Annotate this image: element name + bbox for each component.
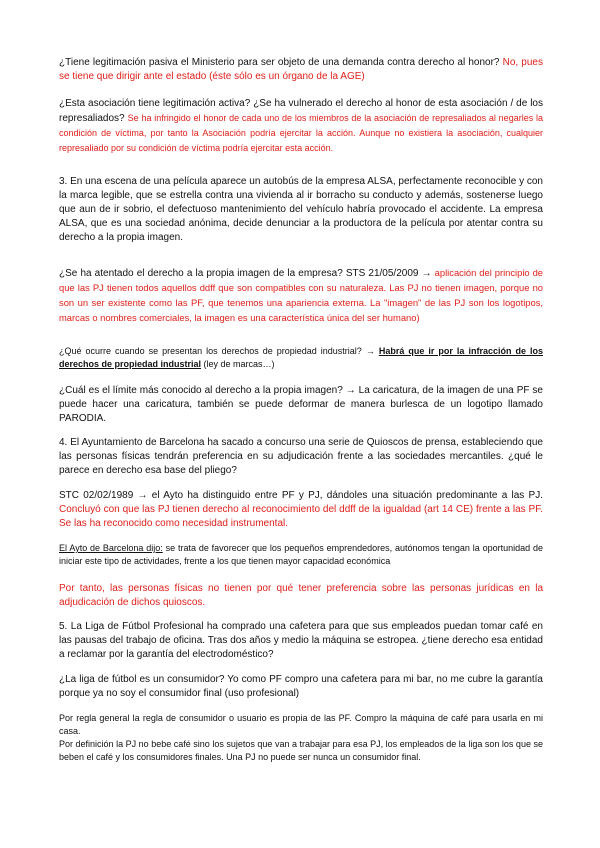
paragraph-liga-consumidor <box>59 673 543 701</box>
paragraph-caricatura <box>59 384 543 426</box>
answer-text: Concluyó con que las PJ tienen derecho al reconocimiento del ddff de la igualdad (art 14 CE) frente a las PF. Se las ha reconocido como necesidad instrumental. <box>59 504 543 529</box>
answer-text: se trata de favorecer que los pequeños emprendedores, autónomos tengan la oportunidad de iniciar este tipo de actividades, frente a los que tienen mayor capacidad económica <box>59 543 543 566</box>
answer-text: ¿La liga de fútbol es un consumidor? Yo como PF compro una cafetera para mi bar, no me cubre la garantía porque ya no soy el consumidor final (uso profesional) <box>59 674 543 699</box>
answer-line-2: Por definición la PJ no bebe café sino los sujetos que van a trabajar para esa PJ, los empleados de la liga son los que se beben el café y los consumidores finales. Una PJ no puede ser nunca un consumidor final. <box>59 739 543 762</box>
paragraph-propia-imagen <box>59 266 543 326</box>
question-text: ¿Esta asociación tiene legitimación activa? ¿Se ha vulnerado el derecho al honor de esta asociación / de los represaliados? <box>59 98 543 124</box>
question-text: ¿Se ha atentado el derecho a la propia imagen de la empresa? STS 21/05/2009 → <box>59 268 435 279</box>
paragraph-conclusion <box>59 582 543 610</box>
case-statement: 4. El Ayuntamiento de Barcelona ha sacado a concurso una serie de Quioscos de prensa, estableciendo que las personas físicas tendrán preferencia en su adjudicación frente a las sociedades mercantiles. ¿qué le parece en derecho esa base del pliego? <box>59 437 543 476</box>
paragraph-asociacion <box>59 97 543 156</box>
answer-line-1: Por regla general la regla de consumidor o usuario es propia de las PF. Compro la máquina de café para usarla en mi casa. <box>59 713 543 736</box>
answer-text: aplicación del principio de que las PJ tienen todos aquellos ddff que son compatibles con su naturaleza. Las PJ no tienen imagen, porque no son un ser existente como las PF, que tenemos una apariencia externa. La "imagen" de las PJ son los logotipos, marcas o nombres comerciales, la imagen es una característica única del ser humano) <box>59 267 544 323</box>
paragraph-stc <box>59 489 543 531</box>
case-statement: 5. La Liga de Fútbol Profesional ha comprado una cafetera para que sus empleados puedan tomar café en las pausas del trabajo de oficina. Tras dos años y medio la máquina se estropea. ¿tiene derecho esa entidad a reclamar por la garantía del electrodoméstico? <box>59 621 543 660</box>
answer-text: ¿Cuál es el límite más conocido al derecho a la propia imagen? → La caricatura, de la imagen de una PF se puede hacer una caricatura, también se puede deformar de manera burlesca de un logotipo llamado PARODIA. <box>59 385 543 424</box>
answer-tail: (ley de marcas…) <box>201 359 275 369</box>
underlined-label: El Ayto de Barcelona dijo: <box>59 543 163 553</box>
paragraph-case-3 <box>59 175 543 245</box>
question-text: ¿Qué ocurre cuando se presentan los derechos de propiedad industrial? → <box>59 346 379 356</box>
paragraph-ministerio <box>59 56 543 84</box>
paragraph-propiedad-industrial <box>59 345 543 371</box>
question-text: STC 02/02/1989 → el Ayto ha distinguido entre PF y PJ, dándoles una situación predominante a las PJ. <box>59 490 543 501</box>
question-text: ¿Tiene legitimación pasiva el Ministerio para ser objeto de una demanda contra derecho al honor? <box>59 57 503 68</box>
paragraph-ayto-dijo <box>59 542 543 568</box>
answer-text: Por tanto, las personas físicas no tienen por qué tener preferencia sobre las personas jurídicas en la adjudicación de dichos quioscos. <box>59 583 543 608</box>
paragraph-case-5 <box>59 620 543 662</box>
underlined-answer: Habrá que ir por la infracción de los derechos de propiedad industrial <box>59 346 543 369</box>
paragraph-case-4 <box>59 436 543 478</box>
paragraph-regla-consumidor <box>59 712 543 764</box>
answer-text: No, pues se tiene que dirigir ante el estado (éste sólo es un órgano de la AGE) <box>59 57 543 82</box>
case-statement: 3. En una escena de una película aparece un autobús de la empresa ALSA, perfectamente reconocible y con la marca legible, que se estrella contra una vivienda al ir borracho su conducto y además, sostenerse luego que aun de ir sobrio, el defectuoso mantenimiento del vehículo habría provocado el accidente. La empresa ALSA, que es una sociedad anónima, decide denunciar a la productora de la película por atentar contra su derecho a la propia imagen. <box>59 176 543 243</box>
answer-text: Se ha infringido el honor de cada uno de los miembros de la asociación de represaliados al negarles la condición de víctima, por tanto la Asociación podría ejercitar la acción. Aunque no existiera la asociación, cualquier represaliado por su condición de víctima podría ejercitar esta acción. <box>59 113 543 153</box>
